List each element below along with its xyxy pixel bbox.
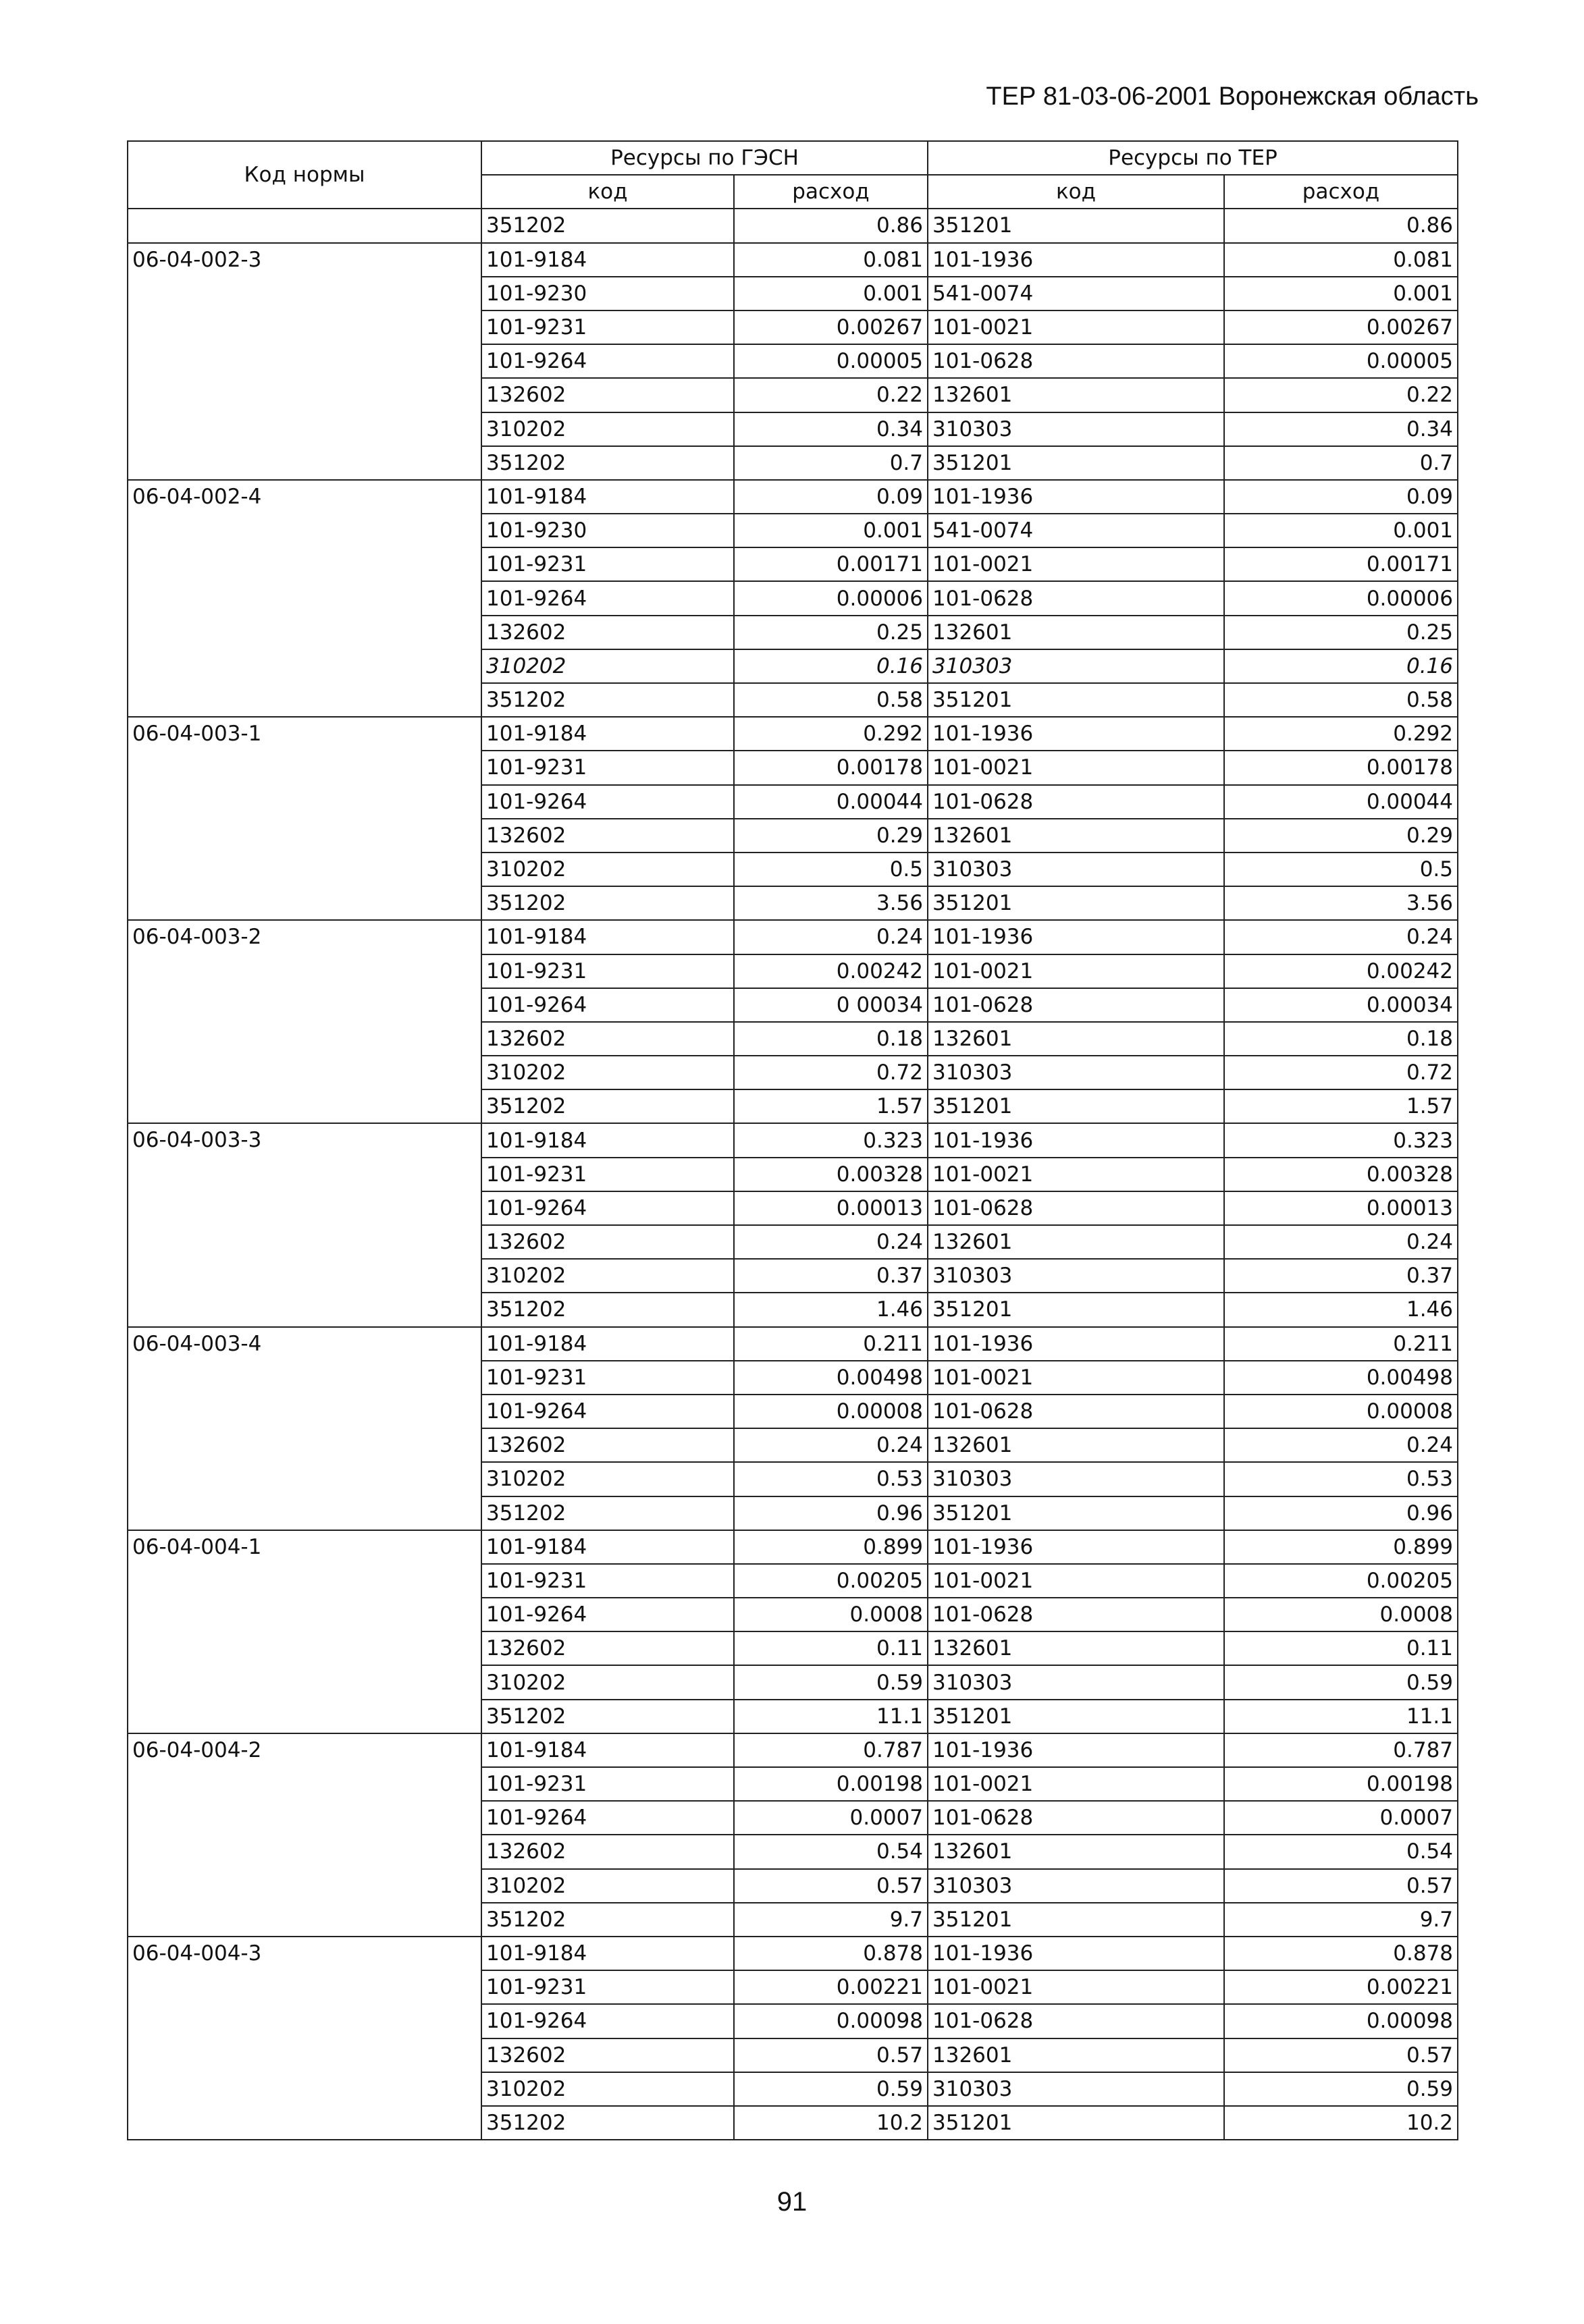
- header-ter-rate: расход: [1224, 175, 1458, 209]
- gesn-rate-cell: 0.00205: [734, 1564, 928, 1598]
- ter-rate-cell: 0.00328: [1224, 1158, 1458, 1191]
- gesn-rate-cell: 0.59: [734, 1665, 928, 1699]
- gesn-code-cell: 132602: [481, 2038, 734, 2072]
- gesn-code-cell: 351202: [481, 1903, 734, 1937]
- ter-code-cell: 101-1936: [928, 1327, 1224, 1361]
- gesn-code-cell: 101-9184: [481, 480, 734, 514]
- gesn-rate-cell: 0.00013: [734, 1191, 928, 1225]
- gesn-code-cell: 101-9231: [481, 954, 734, 988]
- gesn-rate-cell: 0.24: [734, 1428, 928, 1462]
- ter-rate-cell: 10.2: [1224, 2106, 1458, 2140]
- gesn-rate-cell: 0.323: [734, 1123, 928, 1157]
- gesn-code-cell: 310202: [481, 1665, 734, 1699]
- header-gesn-rate: расход: [734, 175, 928, 209]
- gesn-code-cell: 101-9231: [481, 751, 734, 784]
- gesn-code-cell: 132602: [481, 378, 734, 412]
- ter-rate-cell: 0.54: [1224, 1835, 1458, 1868]
- ter-rate-cell: 0.59: [1224, 2072, 1458, 2106]
- norm-code-cell: 06-04-004-2: [128, 1733, 481, 1937]
- ter-rate-cell: 0.001: [1224, 277, 1458, 310]
- ter-rate-cell: 0.00205: [1224, 1564, 1458, 1598]
- ter-code-cell: 101-0021: [928, 1564, 1224, 1598]
- ter-rate-cell: 0.00005: [1224, 344, 1458, 378]
- ter-code-cell: 101-0628: [928, 344, 1224, 378]
- ter-code-cell: 101-1936: [928, 920, 1224, 954]
- ter-code-cell: 351201: [928, 1089, 1224, 1123]
- header-gesn-code: код: [481, 175, 734, 209]
- ter-code-cell: 101-1936: [928, 717, 1224, 751]
- gesn-rate-cell: 0.5: [734, 853, 928, 886]
- ter-code-cell: 101-0628: [928, 2004, 1224, 2038]
- table-row: [128, 1733, 1458, 1767]
- table-row: [128, 1123, 1458, 1157]
- ter-rate-cell: 0.00242: [1224, 954, 1458, 988]
- gesn-rate-cell: 0.22: [734, 378, 928, 412]
- ter-code-cell: 310303: [928, 1056, 1224, 1089]
- ter-rate-cell: 0.24: [1224, 1225, 1458, 1259]
- gesn-rate-cell: 10.2: [734, 2106, 928, 2140]
- gesn-rate-cell: 0.24: [734, 920, 928, 954]
- table-body: [128, 209, 1458, 2140]
- gesn-code-cell: 101-9184: [481, 1733, 734, 1767]
- ter-rate-cell: 0.00034: [1224, 988, 1458, 1022]
- ter-rate-cell: 0.25: [1224, 616, 1458, 649]
- gesn-code-cell: 310202: [481, 2072, 734, 2106]
- ter-code-cell: 132601: [928, 1631, 1224, 1665]
- ter-rate-cell: 9.7: [1224, 1903, 1458, 1937]
- gesn-code-cell: 310202: [481, 412, 734, 446]
- ter-code-cell: 310303: [928, 1665, 1224, 1699]
- gesn-code-cell: 310202: [481, 1259, 734, 1293]
- gesn-rate-cell: 0.00328: [734, 1158, 928, 1191]
- ter-code-cell: 101-1936: [928, 480, 1224, 514]
- gesn-code-cell: 351202: [481, 886, 734, 920]
- ter-code-cell: 310303: [928, 1259, 1224, 1293]
- ter-code-cell: 101-1936: [928, 243, 1224, 277]
- norm-code-cell: 06-04-003-1: [128, 717, 481, 920]
- ter-code-cell: 351201: [928, 209, 1224, 242]
- ter-code-cell: 132601: [928, 2038, 1224, 2072]
- gesn-code-cell: 132602: [481, 1225, 734, 1259]
- ter-code-cell: 132601: [928, 1835, 1224, 1868]
- gesn-rate-cell: 0.57: [734, 1869, 928, 1903]
- gesn-code-cell: 101-9231: [481, 1158, 734, 1191]
- gesn-rate-cell: 1.46: [734, 1293, 928, 1326]
- ter-rate-cell: 0.24: [1224, 920, 1458, 954]
- gesn-code-cell: 132602: [481, 1631, 734, 1665]
- gesn-rate-cell: 0.57: [734, 2038, 928, 2072]
- ter-rate-cell: 0.0008: [1224, 1598, 1458, 1631]
- ter-rate-cell: 0.86: [1224, 209, 1458, 242]
- gesn-code-cell: 101-9184: [481, 717, 734, 751]
- ter-code-cell: 310303: [928, 412, 1224, 446]
- page-title: ТЕР 81-03-06-2001 Воронежская область: [986, 82, 1479, 111]
- gesn-rate-cell: 0.0007: [734, 1801, 928, 1835]
- ter-rate-cell: 0.34: [1224, 412, 1458, 446]
- gesn-code-cell: 351202: [481, 683, 734, 717]
- table-row: [128, 1327, 1458, 1361]
- gesn-code-cell: 351202: [481, 446, 734, 480]
- ter-rate-cell: 0.00098: [1224, 2004, 1458, 2038]
- ter-code-cell: 132601: [928, 1428, 1224, 1462]
- gesn-rate-cell: 0.292: [734, 717, 928, 751]
- gesn-code-cell: 310202: [481, 1462, 734, 1496]
- gesn-rate-cell: 0.081: [734, 243, 928, 277]
- ter-rate-cell: 3.56: [1224, 886, 1458, 920]
- ter-rate-cell: 0.7: [1224, 446, 1458, 480]
- ter-code-cell: 132601: [928, 819, 1224, 853]
- gesn-rate-cell: 0.001: [734, 514, 928, 547]
- table-row: [128, 1937, 1458, 1970]
- gesn-rate-cell: 0.878: [734, 1937, 928, 1970]
- gesn-code-cell: 101-9184: [481, 1937, 734, 1970]
- gesn-code-cell: 310202: [481, 1869, 734, 1903]
- gesn-code-cell: 351202: [481, 209, 734, 242]
- ter-code-cell: 101-0021: [928, 310, 1224, 344]
- ter-code-cell: 132601: [928, 1225, 1224, 1259]
- ter-rate-cell: 0.11: [1224, 1631, 1458, 1665]
- gesn-rate-cell: 0.11: [734, 1631, 928, 1665]
- gesn-rate-cell: 9.7: [734, 1903, 928, 1937]
- ter-rate-cell: 0.59: [1224, 1665, 1458, 1699]
- norm-code-cell: 06-04-004-1: [128, 1530, 481, 1733]
- gesn-rate-cell: 0.00171: [734, 547, 928, 581]
- ter-code-cell: 351201: [928, 886, 1224, 920]
- ter-code-cell: 132601: [928, 1022, 1224, 1056]
- norm-code-cell: 06-04-003-4: [128, 1327, 481, 1530]
- ter-rate-cell: 11.1: [1224, 1700, 1458, 1733]
- gesn-rate-cell: 0.29: [734, 819, 928, 853]
- ter-rate-cell: 0.00171: [1224, 547, 1458, 581]
- ter-rate-cell: 0.09: [1224, 480, 1458, 514]
- gesn-code-cell: 351202: [481, 1293, 734, 1326]
- gesn-code-cell: 101-9230: [481, 514, 734, 547]
- gesn-code-cell: 132602: [481, 1428, 734, 1462]
- ter-code-cell: 101-0628: [928, 785, 1224, 819]
- gesn-code-cell: 101-9184: [481, 1123, 734, 1157]
- gesn-rate-cell: 11.1: [734, 1700, 928, 1733]
- header-ter-code: код: [928, 175, 1224, 209]
- gesn-code-cell: 101-9264: [481, 1801, 734, 1835]
- ter-rate-cell: 0.29: [1224, 819, 1458, 853]
- ter-code-cell: 310303: [928, 649, 1224, 683]
- gesn-rate-cell: 0.86: [734, 209, 928, 242]
- ter-code-cell: 310303: [928, 1869, 1224, 1903]
- gesn-rate-cell: 0.54: [734, 1835, 928, 1868]
- gesn-code-cell: 132602: [481, 616, 734, 649]
- ter-code-cell: 101-0628: [928, 1395, 1224, 1428]
- table-row: [128, 1530, 1458, 1564]
- ter-rate-cell: 0.57: [1224, 2038, 1458, 2072]
- gesn-code-cell: 351202: [481, 2106, 734, 2140]
- gesn-rate-cell: 0.00006: [734, 581, 928, 615]
- gesn-code-cell: 101-9264: [481, 344, 734, 378]
- ter-code-cell: 101-0628: [928, 988, 1224, 1022]
- ter-rate-cell: 0.5: [1224, 853, 1458, 886]
- gesn-rate-cell: 3.56: [734, 886, 928, 920]
- table-row: [128, 920, 1458, 954]
- gesn-rate-cell: 0.211: [734, 1327, 928, 1361]
- gesn-rate-cell: 0.00008: [734, 1395, 928, 1428]
- ter-rate-cell: 0.58: [1224, 683, 1458, 717]
- gesn-rate-cell: 0.18: [734, 1022, 928, 1056]
- ter-code-cell: 351201: [928, 446, 1224, 480]
- ter-rate-cell: 0.081: [1224, 243, 1458, 277]
- ter-rate-cell: 0.57: [1224, 1869, 1458, 1903]
- gesn-code-cell: 101-9184: [481, 920, 734, 954]
- gesn-rate-cell: 0.7: [734, 446, 928, 480]
- gesn-rate-cell: 0.00267: [734, 310, 928, 344]
- gesn-rate-cell: 0.0008: [734, 1598, 928, 1631]
- ter-code-cell: 101-1936: [928, 1530, 1224, 1564]
- ter-code-cell: 351201: [928, 1700, 1224, 1733]
- norm-code-cell: 06-04-003-2: [128, 920, 481, 1123]
- ter-code-cell: 132601: [928, 616, 1224, 649]
- norm-code-cell: 06-04-002-3: [128, 243, 481, 480]
- gesn-code-cell: 101-9264: [481, 1395, 734, 1428]
- ter-code-cell: 101-0021: [928, 1970, 1224, 2004]
- gesn-rate-cell: 0.00178: [734, 751, 928, 784]
- ter-code-cell: 101-1936: [928, 1937, 1224, 1970]
- gesn-rate-cell: 0.37: [734, 1259, 928, 1293]
- gesn-code-cell: 101-9184: [481, 1530, 734, 1564]
- gesn-rate-cell: 0.00198: [734, 1767, 928, 1801]
- ter-code-cell: 101-0628: [928, 581, 1224, 615]
- ter-rate-cell: 0.00498: [1224, 1361, 1458, 1395]
- ter-rate-cell: 0.323: [1224, 1123, 1458, 1157]
- gesn-code-cell: 101-9231: [481, 310, 734, 344]
- table-row: [128, 243, 1458, 277]
- ter-code-cell: 310303: [928, 2072, 1224, 2106]
- ter-rate-cell: 0.96: [1224, 1496, 1458, 1530]
- ter-rate-cell: 0.16: [1224, 649, 1458, 683]
- gesn-rate-cell: 0.00498: [734, 1361, 928, 1395]
- ter-code-cell: 310303: [928, 853, 1224, 886]
- ter-code-cell: 101-0021: [928, 954, 1224, 988]
- ter-rate-cell: 0.899: [1224, 1530, 1458, 1564]
- ter-code-cell: 351201: [928, 1293, 1224, 1326]
- gesn-rate-cell: 0.787: [734, 1733, 928, 1767]
- gesn-code-cell: 310202: [481, 649, 734, 683]
- gesn-rate-cell: 0.00242: [734, 954, 928, 988]
- gesn-rate-cell: 0.00005: [734, 344, 928, 378]
- gesn-code-cell: 101-9264: [481, 785, 734, 819]
- ter-code-cell: 101-1936: [928, 1733, 1224, 1767]
- gesn-rate-cell: 0.96: [734, 1496, 928, 1530]
- ter-code-cell: 101-0021: [928, 751, 1224, 784]
- ter-rate-cell: 0.211: [1224, 1327, 1458, 1361]
- gesn-code-cell: 351202: [481, 1700, 734, 1733]
- ter-code-cell: 101-0021: [928, 1361, 1224, 1395]
- ter-rate-cell: 0.18: [1224, 1022, 1458, 1056]
- gesn-rate-cell: 0.24: [734, 1225, 928, 1259]
- norm-code-cell: 06-04-004-3: [128, 1937, 481, 2140]
- ter-rate-cell: 0.00008: [1224, 1395, 1458, 1428]
- table-row: [128, 480, 1458, 514]
- ter-rate-cell: 0.72: [1224, 1056, 1458, 1089]
- gesn-code-cell: 101-9231: [481, 1564, 734, 1598]
- gesn-code-cell: 132602: [481, 1835, 734, 1868]
- gesn-rate-cell: 0.00044: [734, 785, 928, 819]
- gesn-code-cell: 132602: [481, 1022, 734, 1056]
- gesn-rate-cell: 0.72: [734, 1056, 928, 1089]
- gesn-code-cell: 101-9231: [481, 547, 734, 581]
- gesn-rate-cell: 0.16: [734, 649, 928, 683]
- ter-rate-cell: 0.53: [1224, 1462, 1458, 1496]
- ter-rate-cell: 0.00267: [1224, 310, 1458, 344]
- gesn-rate-cell: 0 00034: [734, 988, 928, 1022]
- gesn-rate-cell: 0.25: [734, 616, 928, 649]
- gesn-rate-cell: 0.09: [734, 480, 928, 514]
- gesn-rate-cell: 0.00221: [734, 1970, 928, 2004]
- norm-code-cell: 06-04-002-4: [128, 480, 481, 717]
- ter-rate-cell: 0.24: [1224, 1428, 1458, 1462]
- gesn-code-cell: 101-9264: [481, 1598, 734, 1631]
- resource-table: [127, 140, 1458, 2140]
- ter-rate-cell: 0.00006: [1224, 581, 1458, 615]
- ter-code-cell: 101-0628: [928, 1598, 1224, 1631]
- gesn-rate-cell: 0.00098: [734, 2004, 928, 2038]
- table-header: [128, 141, 1458, 209]
- ter-rate-cell: 0.00044: [1224, 785, 1458, 819]
- gesn-code-cell: 310202: [481, 1056, 734, 1089]
- page-number: 91: [776, 2187, 808, 2217]
- gesn-code-cell: 101-9184: [481, 243, 734, 277]
- ter-rate-cell: 0.0007: [1224, 1801, 1458, 1835]
- ter-code-cell: 351201: [928, 1903, 1224, 1937]
- ter-code-cell: 541-0074: [928, 514, 1224, 547]
- ter-rate-cell: 0.787: [1224, 1733, 1458, 1767]
- ter-rate-cell: 0.00221: [1224, 1970, 1458, 2004]
- ter-rate-cell: 0.00178: [1224, 751, 1458, 784]
- table-row: [128, 717, 1458, 751]
- header-gesn-resources: Ресурсы по ГЭСН: [481, 141, 928, 175]
- ter-code-cell: 101-0021: [928, 547, 1224, 581]
- gesn-code-cell: 101-9231: [481, 1970, 734, 2004]
- gesn-code-cell: 101-9264: [481, 988, 734, 1022]
- gesn-rate-cell: 0.899: [734, 1530, 928, 1564]
- ter-code-cell: 101-0628: [928, 1801, 1224, 1835]
- gesn-code-cell: 310202: [481, 853, 734, 886]
- gesn-code-cell: 101-9184: [481, 1327, 734, 1361]
- gesn-code-cell: 132602: [481, 819, 734, 853]
- ter-rate-cell: 1.57: [1224, 1089, 1458, 1123]
- gesn-rate-cell: 0.34: [734, 412, 928, 446]
- gesn-rate-cell: 0.53: [734, 1462, 928, 1496]
- gesn-code-cell: 101-9264: [481, 581, 734, 615]
- header-norm-code: Код нормы: [128, 141, 481, 209]
- ter-code-cell: 310303: [928, 1462, 1224, 1496]
- gesn-rate-cell: 1.57: [734, 1089, 928, 1123]
- ter-code-cell: 101-0021: [928, 1158, 1224, 1191]
- gesn-code-cell: 101-9231: [481, 1767, 734, 1801]
- ter-rate-cell: 0.001: [1224, 514, 1458, 547]
- ter-rate-cell: 0.292: [1224, 717, 1458, 751]
- ter-code-cell: 541-0074: [928, 277, 1224, 310]
- ter-code-cell: 351201: [928, 683, 1224, 717]
- norm-code-cell: [128, 209, 481, 242]
- ter-code-cell: 132601: [928, 378, 1224, 412]
- norm-code-cell: 06-04-003-3: [128, 1123, 481, 1326]
- gesn-rate-cell: 0.001: [734, 277, 928, 310]
- gesn-code-cell: 101-9230: [481, 277, 734, 310]
- gesn-rate-cell: 0.58: [734, 683, 928, 717]
- gesn-code-cell: 351202: [481, 1496, 734, 1530]
- gesn-rate-cell: 0.59: [734, 2072, 928, 2106]
- gesn-code-cell: 351202: [481, 1089, 734, 1123]
- gesn-code-cell: 101-9264: [481, 2004, 734, 2038]
- ter-rate-cell: 0.22: [1224, 378, 1458, 412]
- ter-rate-cell: 0.878: [1224, 1937, 1458, 1970]
- ter-code-cell: 101-0628: [928, 1191, 1224, 1225]
- gesn-code-cell: 101-9264: [481, 1191, 734, 1225]
- ter-rate-cell: 1.46: [1224, 1293, 1458, 1326]
- gesn-code-cell: 101-9231: [481, 1361, 734, 1395]
- ter-code-cell: 101-1936: [928, 1123, 1224, 1157]
- ter-rate-cell: 0.00198: [1224, 1767, 1458, 1801]
- ter-code-cell: 351201: [928, 2106, 1224, 2140]
- ter-code-cell: 101-0021: [928, 1767, 1224, 1801]
- ter-rate-cell: 0.00013: [1224, 1191, 1458, 1225]
- ter-code-cell: 351201: [928, 1496, 1224, 1530]
- ter-rate-cell: 0.37: [1224, 1259, 1458, 1293]
- header-ter-resources: Ресурсы по ТЕР: [928, 141, 1458, 175]
- table-row: [128, 209, 1458, 242]
